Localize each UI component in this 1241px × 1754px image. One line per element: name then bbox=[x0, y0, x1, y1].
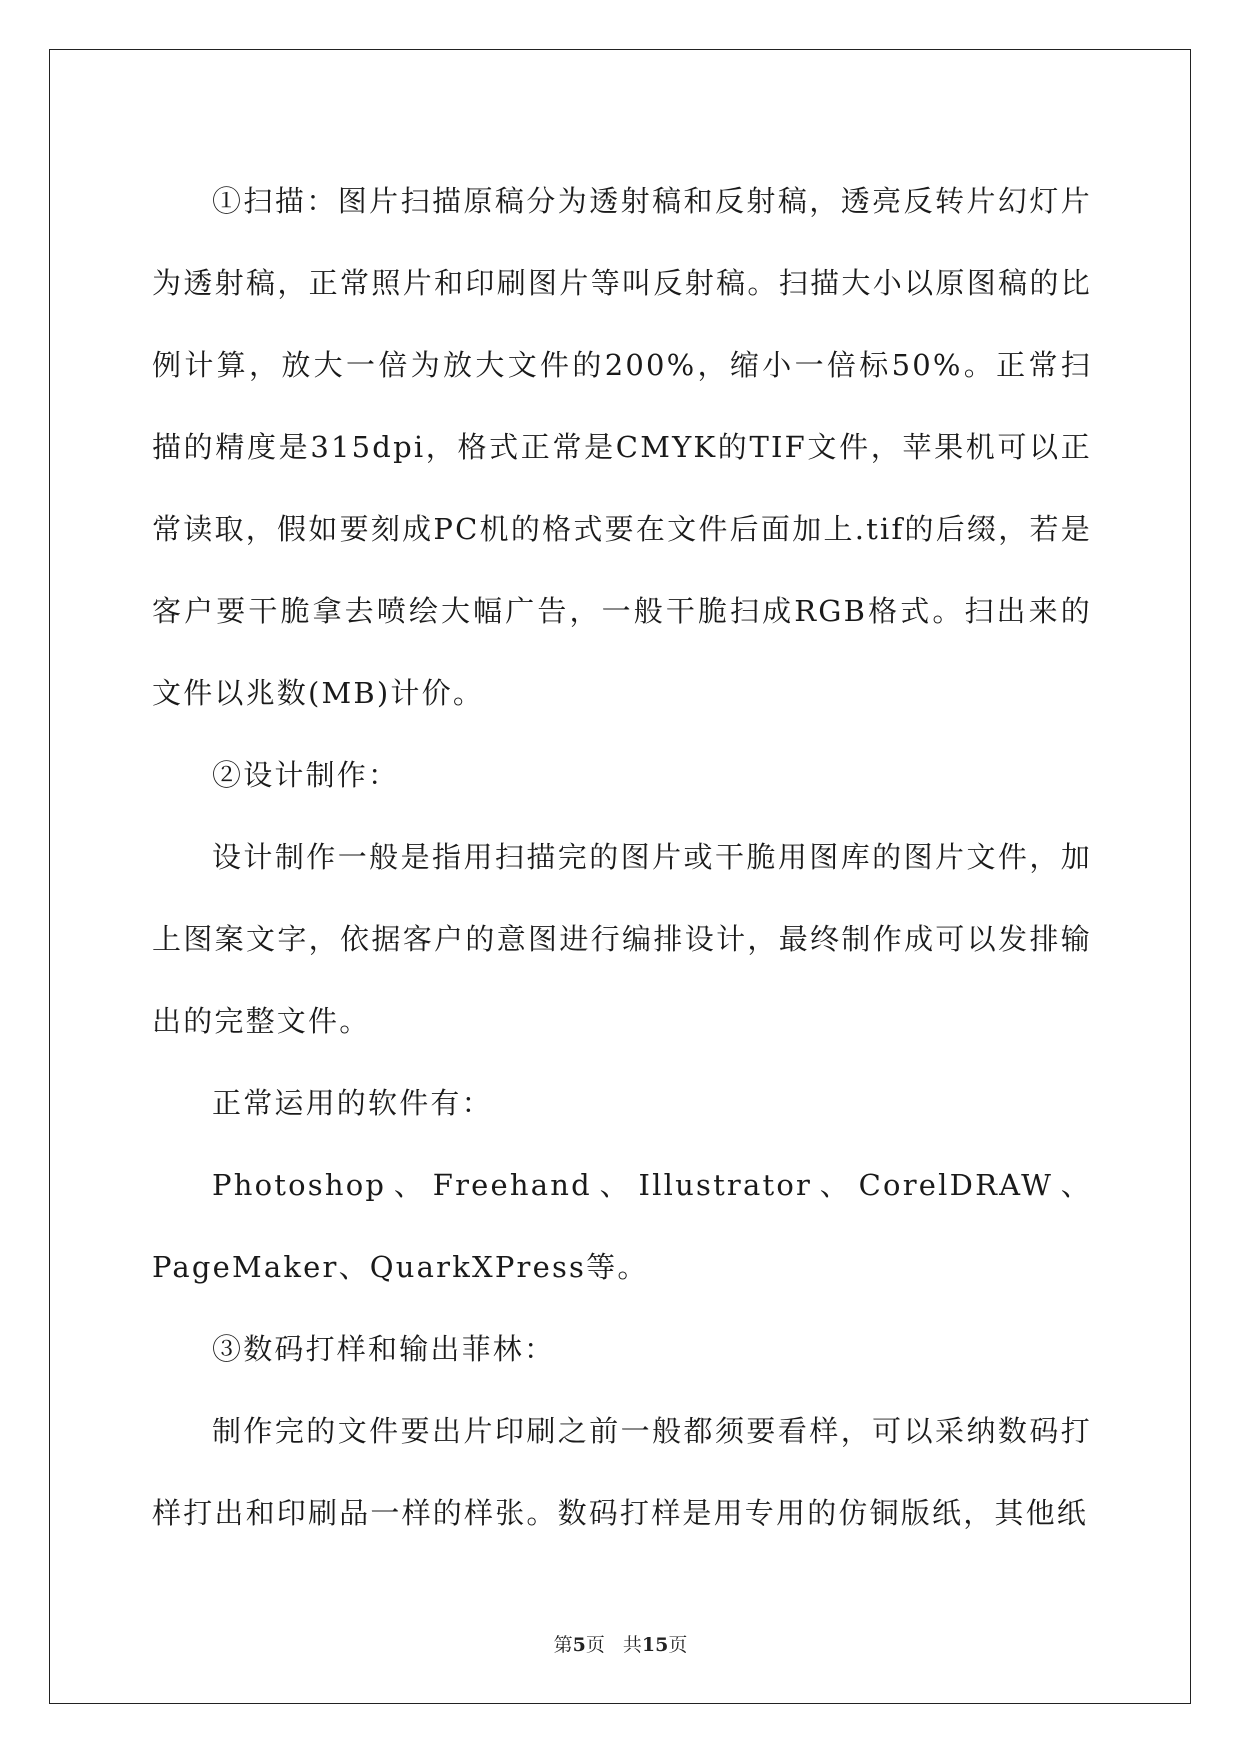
paragraph-scanning: ①扫描：图片扫描原稿分为透射稿和反射稿，透亮反转片幻灯片为透射稿，正常照片和印刷图片等叫反射稿。扫描大小以原图稿的比例计算，放大一倍为放大文件的200%，缩小一倍标50%。正常扫描的精度是315dpi，格式正常是CMYK的TIF文件，苹果机可以正常读取，假如要刻成PC机的格式要在文件后面加上.tif的后缀，若是客户要干脆拿去喷绘大幅广告，一般干脆扫成RGB格式。扫出来的文件以兆数(MB)计价。 bbox=[152, 184, 1092, 710]
paragraph-software-intro: 正常运用的软件有： bbox=[212, 1086, 493, 1120]
footer-total-suffix: 页 bbox=[668, 1634, 688, 1656]
paragraph-design: 设计制作一般是指用扫描完的图片或干脆用图库的图片文件，加上图案文字，依据客户的意图进行编排设计，最终制作成可以发排输出的完整文件。 bbox=[152, 840, 1092, 1038]
document-body bbox=[152, 160, 1092, 1554]
current-page-number: 5 bbox=[572, 1634, 586, 1656]
footer-page-suffix: 页 bbox=[585, 1634, 605, 1656]
paragraph-software-list: Photoshop、Freehand、Illustrator、CorelDRAW、PageMaker、QuarkXPress等。 bbox=[152, 1168, 1092, 1284]
footer-prefix: 第 bbox=[553, 1634, 573, 1656]
total-pages-number: 15 bbox=[641, 1634, 669, 1656]
page-footer bbox=[0, 1630, 1241, 1657]
heading-proofing: ③数码打样和输出菲林： bbox=[212, 1332, 556, 1366]
heading-design: ②设计制作： bbox=[212, 758, 400, 792]
paragraph-proofing: 制作完的文件要出片印刷之前一般都须要看样，可以采纳数码打样打出和印刷品一样的样张。数码打样是用专用的仿铜版纸，其他纸 bbox=[152, 1414, 1092, 1530]
footer-total-prefix: 共 bbox=[622, 1634, 642, 1656]
